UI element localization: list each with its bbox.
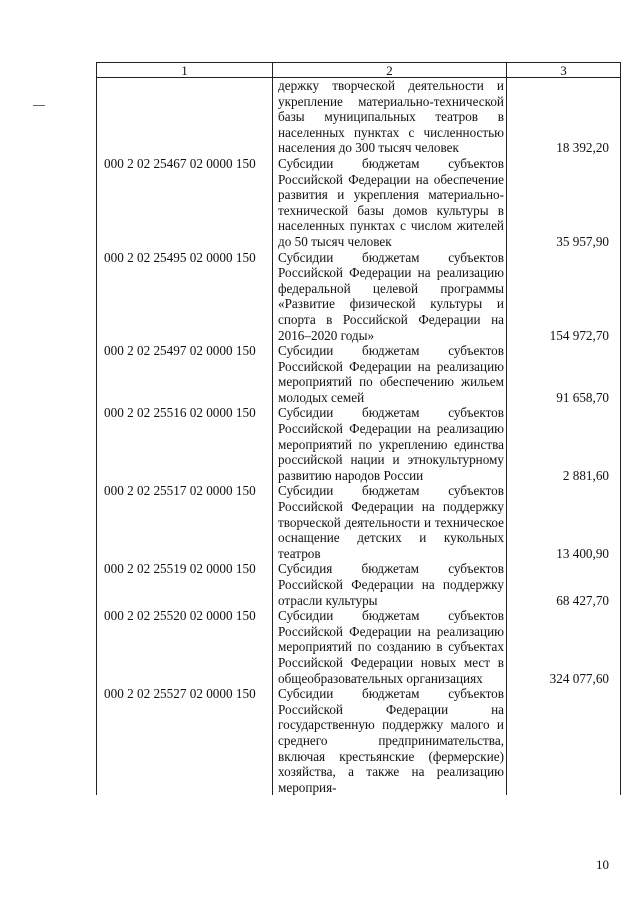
table-row — [97, 686, 621, 795]
budget-code — [97, 78, 273, 156]
amount: 324 077,60 — [507, 608, 621, 686]
budget-table — [96, 62, 621, 795]
amount: 68 427,70 — [507, 561, 621, 608]
subsidy-description: Субсидии бюджетам субъектов Российской Федерации на обеспечение развития и укрепления материально-технической базы домов культуры в населенных пунктах с числом жителей до 50 тысяч человек — [273, 156, 507, 250]
subsidy-description: Субсидии бюджетам субъектов Российской Федерации на государственную поддержку малого и среднего предпринимательства, включая крестьянские (фермерские) хозяйства, а также на реализацию мероприя- — [273, 686, 507, 795]
budget-code: 000 2 02 25495 02 0000 150 — [97, 250, 273, 344]
column-number-row — [97, 63, 621, 78]
budget-code: 000 2 02 25516 02 0000 150 — [97, 405, 273, 483]
budget-code: 000 2 02 25497 02 0000 150 — [97, 343, 273, 405]
subsidy-description: Субсидии бюджетам субъектов Российской Федерации на реализацию мероприятий по укреплению единства российской нации и этнокультурному развитию народов России — [273, 405, 507, 483]
table-row — [97, 250, 621, 344]
column-number-2: 2 — [273, 63, 507, 78]
amount: 2 881,60 — [507, 405, 621, 483]
table-row — [97, 608, 621, 686]
subsidy-description: Субсидии бюджетам субъектов Российской Федерации на реализацию федеральной целевой программы «Развитие физической культуры и спорта в Российской Федерации на 2016–2020 годы» — [273, 250, 507, 344]
budget-code: 000 2 02 25520 02 0000 150 — [97, 608, 273, 686]
amount: 35 957,90 — [507, 156, 621, 250]
budget-code: 000 2 02 25527 02 0000 150 — [97, 686, 273, 795]
subsidy-description: держку творческой деятельности и укрепление материально-технической базы муниципальных театров в населенных пунктах с численностью населения до 300 тысяч человек — [273, 78, 507, 156]
table-row — [97, 156, 621, 250]
table-row — [97, 343, 621, 405]
budget-table-wrapper — [96, 62, 620, 795]
subsidy-description: Субсидии бюджетам субъектов Российской Федерации на реализацию мероприятий по обеспечению жильем молодых семей — [273, 343, 507, 405]
margin-mark — [33, 105, 45, 106]
amount: 154 972,70 — [507, 250, 621, 344]
table-row — [97, 561, 621, 608]
table-row — [97, 405, 621, 483]
column-number-3: 3 — [507, 63, 621, 78]
table-row — [97, 78, 621, 156]
budget-code: 000 2 02 25519 02 0000 150 — [97, 561, 273, 608]
budget-code: 000 2 02 25467 02 0000 150 — [97, 156, 273, 250]
amount: 91 658,70 — [507, 343, 621, 405]
table-row — [97, 483, 621, 561]
subsidy-description: Субсидии бюджетам субъектов Российской Федерации на реализацию мероприятий по созданию в субъектах Российской Федерации новых мест в общеобразовательных организациях — [273, 608, 507, 686]
amount: 13 400,90 — [507, 483, 621, 561]
amount: 18 392,20 — [507, 78, 621, 156]
subsidy-description: Субсидии бюджетам субъектов Российской Федерации на поддержку творческой деятельности и техническое оснащение детских и кукольных театров — [273, 483, 507, 561]
page-number: 10 — [596, 857, 609, 872]
amount — [507, 686, 621, 795]
subsidy-description: Субсидия бюджетам субъектов Российской Федерации на поддержку отрасли культуры — [273, 561, 507, 608]
budget-code: 000 2 02 25517 02 0000 150 — [97, 483, 273, 561]
column-number-1: 1 — [97, 63, 273, 78]
